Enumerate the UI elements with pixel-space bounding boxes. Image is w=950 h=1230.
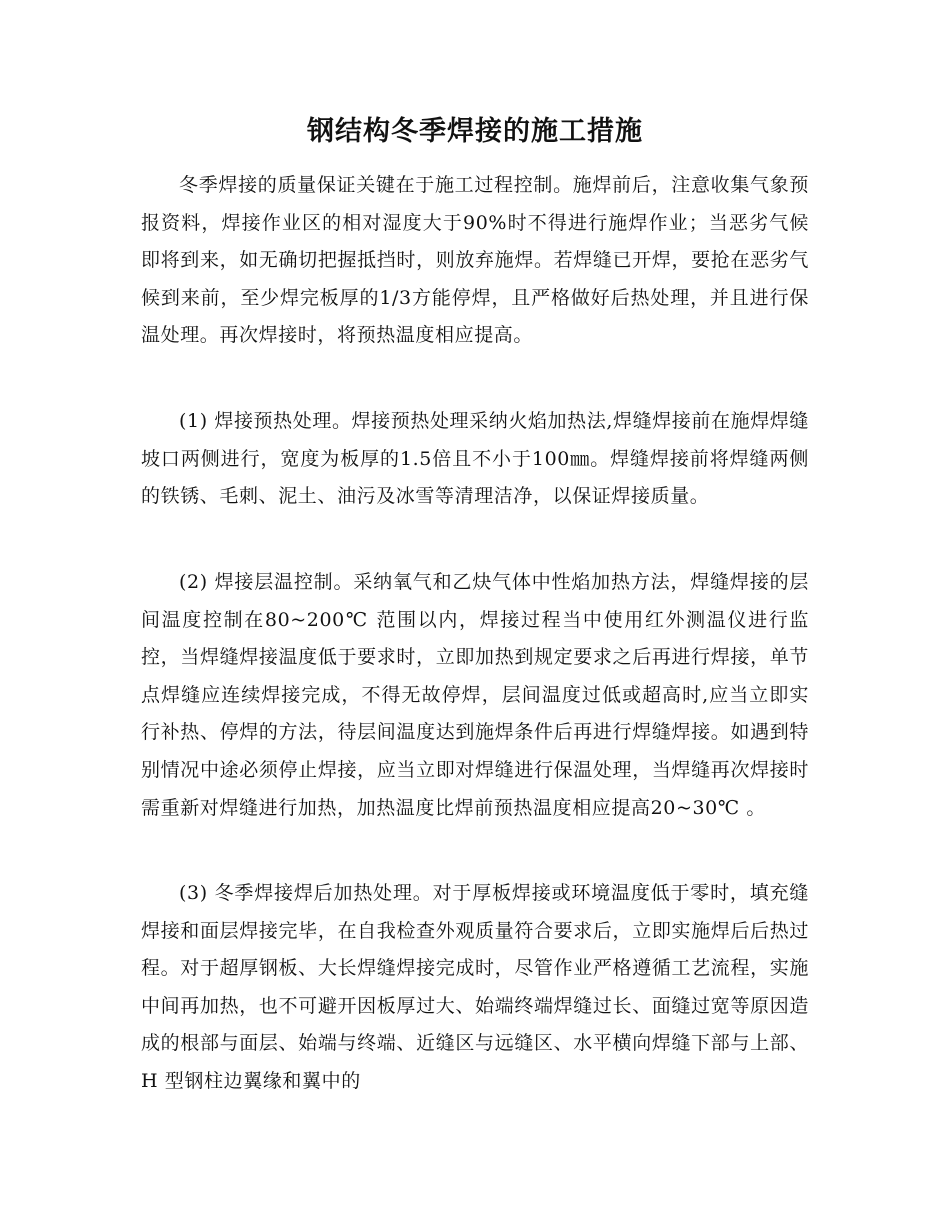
paragraph-interpass-temperature: (2) 焊接层温控制。采纳氧气和乙炔气体中性焰加热方法，焊缝焊接的层间温度控制在80~200℃ 范围以内，焊接过程当中使用红外测温仪进行监控，当焊缝焊接温度低于要求时，立即加热到规定要求之后再进行焊接，单节点焊缝应连续焊接完成，不得无故停焊，层间温度过低或超高时,应当立即实行补热、停焊的方法，待层间温度达到施焊条件后再进行焊缝焊接。如遇到特别情况中途必须停止焊接，应当立即对焊缝进行保温处理，当焊缝再次焊接时需重新对焊缝进行加热，加热温度比焊前预热温度相应提高20~30℃ 。 xyxy=(141,571,809,819)
paragraph-intro: 冬季焊接的质量保证关键在于施工过程控制。施焊前后，注意收集气象预报资料，焊接作业区的相对湿度大于90%时不得进行施焊作业；当恶劣气候即将到来，如无确切把握抵挡时，则放弃施焊。若焊缝已开焊，要抢在恶劣气候到来前，至少焊完板厚的1/3方能停焊，且严格做好后热处理，并且进行保温处理。再次焊接时，将预热温度相应提高。 xyxy=(141,174,809,347)
paragraph-preheat: (1) 焊接预热处理。焊接预热处理采纳火焰加热法,焊缝焊接前在施焊焊缝坡口两侧进行，宽度为板厚的1.5倍且不小于100㎜。焊缝焊接前将焊缝两侧的铁锈、毛刺、泥土、油污及冰雪等清理洁净，以保证焊接质量。 xyxy=(141,410,809,508)
paragraph-post-weld-heating: (3) 冬季焊接焊后加热处理。对于厚板焊接或环境温度低于零时，填充缝焊接和面层焊接完毕，在自我检查外观质量符合要求后，立即实施焊后后热过程。对于超厚钢板、大长焊缝焊接完成时，尽管作业严格遵循工艺流程，实施中间再加热，也不可避开因板厚过大、始端终端焊缝过长、面缝过宽等原因造成的根部与面层、始端与终端、近缝区与远缝区、水平横向焊缝下部与上部、H 型钢柱边翼缘和翼中的 xyxy=(141,882,809,1092)
document-title: 钢结构冬季焊接的施工措施 xyxy=(307,116,643,147)
